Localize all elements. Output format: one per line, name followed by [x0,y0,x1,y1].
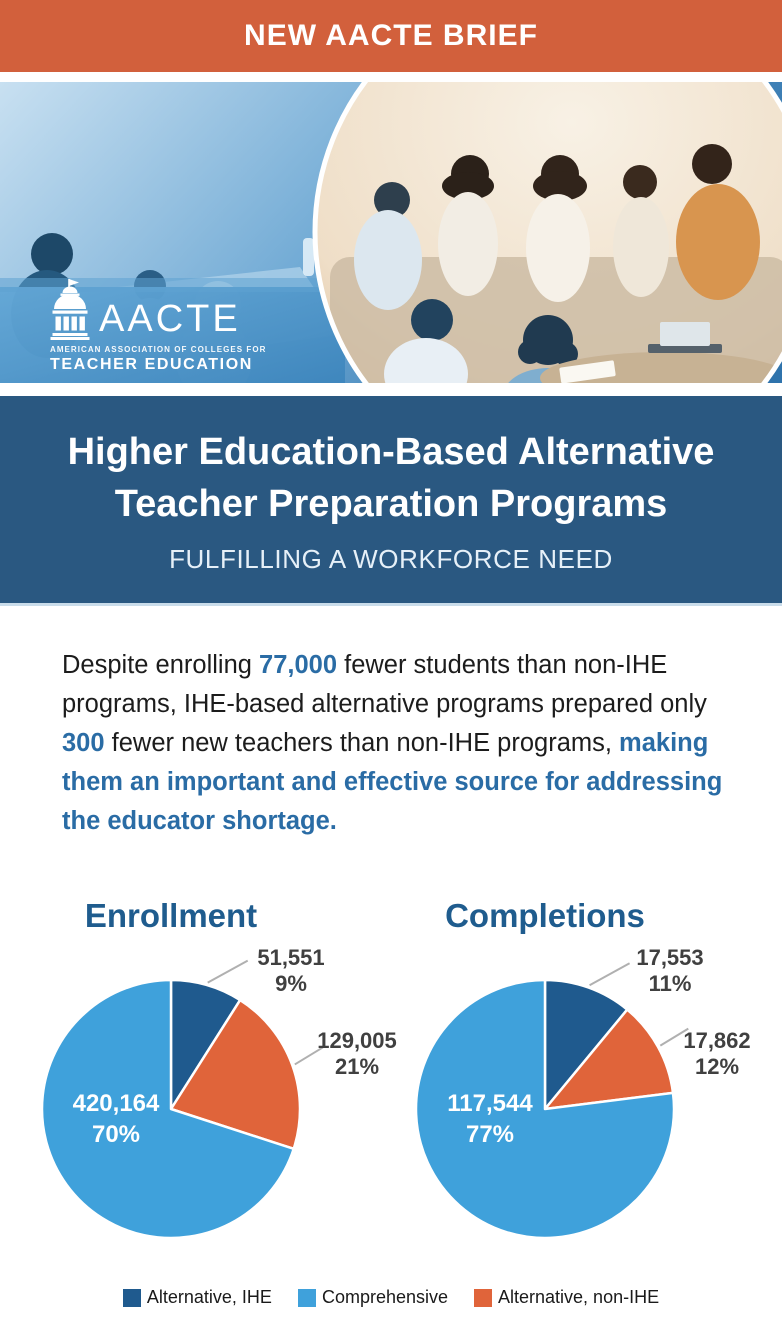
hero-frame [0,72,782,396]
aacte-logo-line2: TEACHER EDUCATION [50,356,253,373]
title-band [0,396,782,606]
chart-legend [0,1287,782,1308]
completions-label-comprehensive: 117,544 77% [447,1090,533,1148]
legend-swatch-comprehensive [298,1289,316,1307]
completions-label-alt-non-ihe: 17,862 12% [683,1028,751,1079]
legend-item-alt-non-ihe: Alternative, non-IHE [474,1287,659,1308]
aacte-logo-line1: AMERICAN ASSOCIATION OF COLLEGES FOR [50,345,267,354]
brief-banner-label: NEW AACTE BRIEF [244,19,538,52]
hero-collage [0,82,782,383]
page-subtitle: FULFILLING A WORKFORCE NEED [169,544,613,574]
legend-item-alt-ihe: Alternative, IHE [123,1287,272,1308]
enrollment-label-comprehensive: 420,164 70% [72,1090,160,1148]
completions-chart-title: Completions [445,897,645,934]
completions-label-alt-ihe: 17,553 11% [636,945,704,996]
legend-swatch-alt-ihe [123,1289,141,1307]
page-title-line2: Teacher Preparation Programs [114,483,668,525]
aacte-logo-acronym: AACTE [99,298,241,340]
charts-section [0,887,782,1271]
aacte-building-icon [50,278,90,340]
enrollment-label-alt-non-ihe: 129,005 21% [317,1028,397,1079]
intro-paragraph: Despite enrolling 77,000 fewer students than non-IHE programs, IHE-based alternative programs prepared only 300 fewer new teachers than non-IHE programs, making them an important and effective source for addressing the educator shortage. [62,651,723,835]
enrollment-label-alt-ihe: 51,551 9% [257,945,325,996]
enrollment-chart-title: Enrollment [84,897,258,934]
page-title-line1: Higher Education-Based Alternative [67,431,715,473]
legend-item-comprehensive: Comprehensive [298,1287,448,1308]
legend-swatch-alt-non-ihe [474,1289,492,1307]
aacte-logo [50,278,266,373]
brief-banner [0,0,782,72]
